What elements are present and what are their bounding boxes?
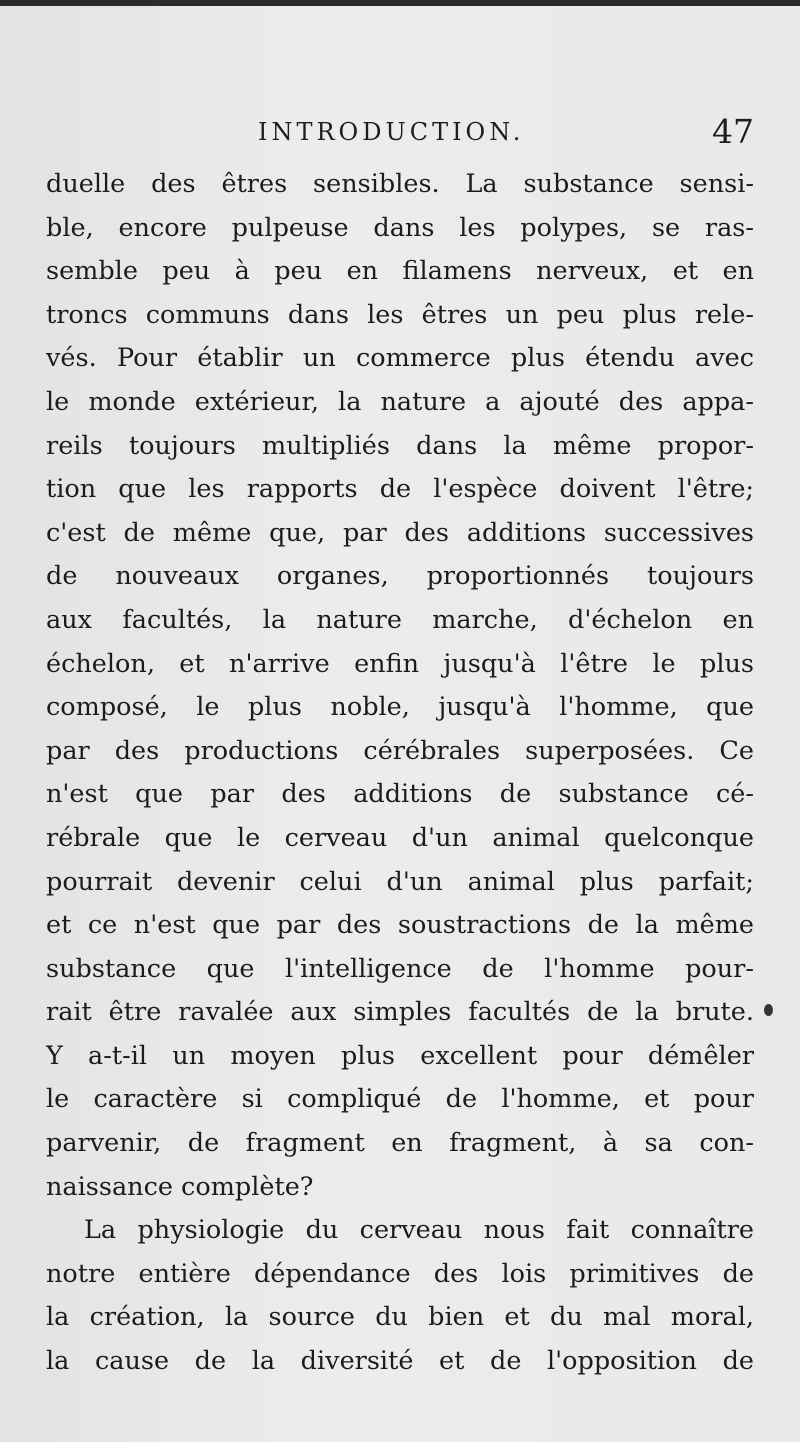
text-line: la création, la source du bien et du mal moral, [46,1302,754,1333]
text-line: et ce n'est que par des soustractions de la même [46,910,754,941]
text-line: la cause de la diversité et de l'opposition de [46,1346,754,1377]
page-header [0,112,800,152]
text-line: tion que les rapports de l'espèce doivent l'être; [46,474,754,505]
text-line: rait être ravalée aux simples facultés de la brute. [46,997,754,1028]
text-line: échelon, et n'arrive enfin jusqu'à l'être le plus [46,648,754,679]
text-line: c'est de même que, par des additions successives [46,517,754,548]
text-line: reils toujours multipliés dans la même propor- [46,430,754,461]
text-line: Y a-t-il un moyen plus excellent pour démêler [46,1040,754,1071]
running-head: INTRODUCTION. [258,118,525,146]
text-line: substance que l'intelligence de l'homme pour- [46,953,754,984]
text-line: notre entière dépendance des lois primitives de [46,1258,754,1289]
text-line: par des productions cérébrales superposées. Ce [46,735,754,766]
text-line: composé, le plus noble, jusqu'à l'homme, que [46,692,754,723]
text-line: de nouveaux organes, proportionnés toujours [46,561,754,592]
text-line: parvenir, de fragment en fragment, à sa con- [46,1128,754,1159]
text-line: semble peu à peu en filamens nerveux, et en [46,256,754,287]
page-number: 47 [712,112,754,151]
text-line: ble, encore pulpeuse dans les polypes, se ras- [46,212,754,243]
text-line: pourrait devenir celui d'un animal plus parfait; [46,866,754,897]
text-line: vés. Pour établir un commerce plus étendu avec [46,343,754,374]
ink-speck [764,1004,773,1016]
paragraph-end-line: naissance complète? [46,1171,314,1202]
page-body [46,163,754,1384]
text-line: le monde extérieur, la nature a ajouté des appa- [46,386,754,417]
text-line: n'est que par des additions de substance cé- [46,779,754,810]
text-line: le caractère si compliqué de l'homme, et pour [46,1084,754,1115]
paragraph-start-line: La physiologie du cerveau nous fait connaître [84,1215,754,1246]
text-line: troncs communs dans les êtres un peu plus rele- [46,299,754,330]
text-line: rébrale que le cerveau d'un animal quelconque [46,822,754,853]
text-line: duelle des êtres sensibles. La substance sensi- [46,169,754,199]
text-line: aux facultés, la nature marche, d'échelon en [46,604,754,635]
